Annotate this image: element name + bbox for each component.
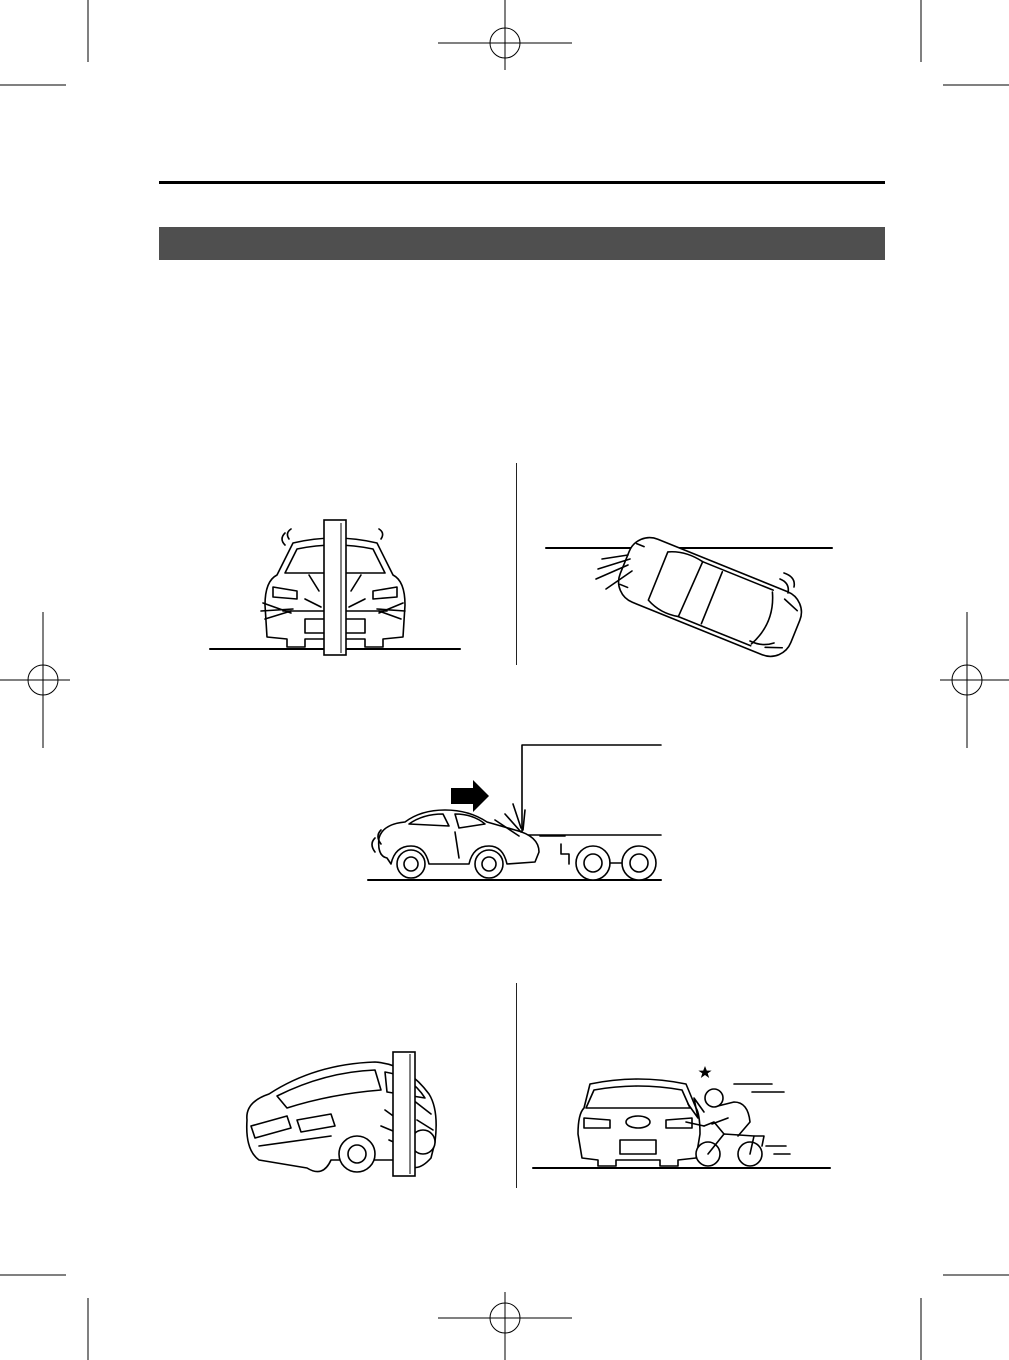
motorcycle-icon	[696, 1089, 764, 1166]
truck-icon	[522, 745, 661, 880]
illustration-side-pole	[235, 1050, 445, 1180]
illustration-motorcycle	[528, 1062, 838, 1174]
pole-icon	[324, 520, 346, 655]
divider-top	[516, 463, 517, 665]
divider-bottom	[516, 983, 517, 1188]
illustration-truck-underride	[365, 740, 665, 885]
registration-mark-top	[438, 0, 572, 70]
registration-mark-right	[940, 612, 1009, 748]
direction-arrow-icon	[451, 780, 489, 812]
header-rule	[159, 181, 885, 184]
registration-mark-left	[0, 612, 70, 748]
illustration-frontal-pole	[205, 515, 465, 660]
illustration-angled-wall	[540, 535, 840, 660]
section-title-bar	[159, 227, 885, 260]
pole-icon	[393, 1052, 415, 1176]
registration-mark-bottom	[438, 1292, 572, 1360]
star-icon	[698, 1066, 711, 1078]
